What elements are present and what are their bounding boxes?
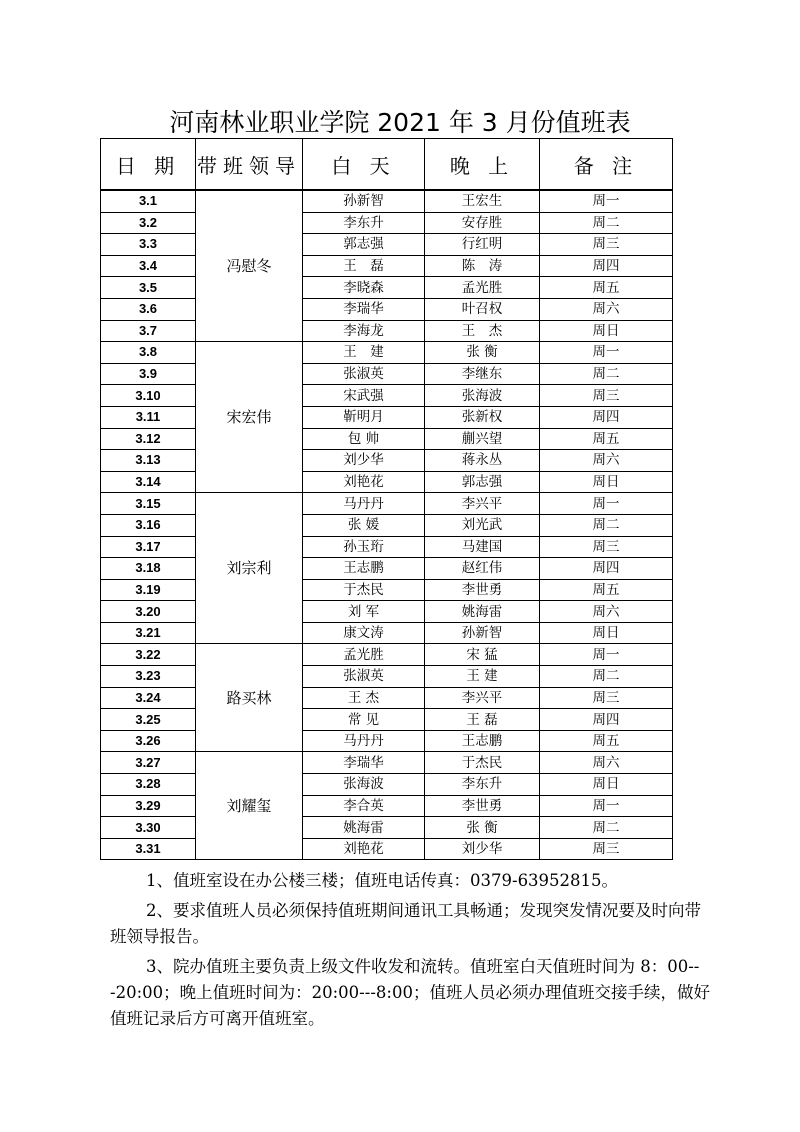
table-row [101, 795, 673, 817]
day-shift-cell: 刘艳花 [303, 471, 425, 493]
remark-cell: 周日 [540, 320, 673, 342]
table-row [101, 774, 673, 796]
day-shift-cell: 孙新智 [303, 190, 425, 212]
night-shift-cell: 孙新智 [425, 622, 540, 644]
night-shift-cell: 蒯兴望 [425, 428, 540, 450]
leader-cell: 刘宗利 [196, 493, 303, 644]
date-cell: 3.27 [101, 752, 196, 774]
remark-cell: 周三 [540, 234, 673, 256]
table-row [101, 277, 673, 299]
date-cell: 3.6 [101, 298, 196, 320]
table-row [101, 298, 673, 320]
leader-cell: 冯慰冬 [196, 190, 303, 342]
day-shift-cell: 刘 军 [303, 601, 425, 623]
remark-cell: 周一 [540, 644, 673, 666]
leader-cell: 路买林 [196, 644, 303, 752]
day-shift-cell: 王志鹏 [303, 558, 425, 580]
night-shift-cell: 张 衡 [425, 342, 540, 364]
table-row [101, 428, 673, 450]
day-shift-cell: 刘少华 [303, 450, 425, 472]
table-row [101, 342, 673, 364]
date-cell: 3.10 [101, 385, 196, 407]
table-row [101, 234, 673, 256]
header-remarks: 备 注 [540, 139, 673, 191]
night-shift-cell: 姚海雷 [425, 601, 540, 623]
table-row [101, 363, 673, 385]
night-shift-cell: 李继东 [425, 363, 540, 385]
date-cell: 3.16 [101, 514, 196, 536]
day-shift-cell: 王 建 [303, 342, 425, 364]
date-cell: 3.14 [101, 471, 196, 493]
night-shift-cell: 张新权 [425, 406, 540, 428]
date-cell: 3.24 [101, 687, 196, 709]
remark-cell: 周二 [540, 363, 673, 385]
date-cell: 3.8 [101, 342, 196, 364]
date-cell: 3.30 [101, 817, 196, 839]
table-row [101, 212, 673, 234]
remark-cell: 周一 [540, 342, 673, 364]
remark-cell: 周一 [540, 493, 673, 515]
remark-cell: 周五 [540, 277, 673, 299]
night-shift-cell: 刘光武 [425, 514, 540, 536]
remark-cell: 周三 [540, 385, 673, 407]
date-cell: 3.5 [101, 277, 196, 299]
night-shift-cell: 李兴平 [425, 493, 540, 515]
day-shift-cell: 马丹丹 [303, 493, 425, 515]
header-leader: 带班领导 [196, 139, 303, 191]
date-cell: 3.2 [101, 212, 196, 234]
day-shift-cell: 张淑英 [303, 363, 425, 385]
date-cell: 3.7 [101, 320, 196, 342]
night-shift-cell: 叶召权 [425, 298, 540, 320]
remark-cell: 周六 [540, 752, 673, 774]
remark-cell: 周四 [540, 255, 673, 277]
night-shift-cell: 刘少华 [425, 838, 540, 860]
day-shift-cell: 张淑英 [303, 666, 425, 688]
table-body [101, 190, 673, 860]
night-shift-cell: 于杰民 [425, 752, 540, 774]
day-shift-cell: 常 见 [303, 709, 425, 731]
table-row [101, 406, 673, 428]
remark-cell: 周六 [540, 601, 673, 623]
night-shift-cell: 李世勇 [425, 579, 540, 601]
date-cell: 3.11 [101, 406, 196, 428]
table-row [101, 320, 673, 342]
note-item: 1、值班室设在办公楼三楼；值班电话传真：0379-63952815。 [146, 871, 619, 890]
table-row [101, 255, 673, 277]
night-shift-cell: 王宏生 [425, 190, 540, 212]
day-shift-cell: 李晓森 [303, 277, 425, 299]
remark-cell: 周日 [540, 622, 673, 644]
date-cell: 3.1 [101, 190, 196, 212]
date-cell: 3.12 [101, 428, 196, 450]
night-shift-cell: 王 建 [425, 666, 540, 688]
remark-cell: 周一 [540, 190, 673, 212]
table-row [101, 752, 673, 774]
remark-cell: 周四 [540, 709, 673, 731]
remark-cell: 周二 [540, 514, 673, 536]
table-row [101, 493, 673, 515]
night-shift-cell: 李兴平 [425, 687, 540, 709]
day-shift-cell: 李瑞华 [303, 752, 425, 774]
remark-cell: 周日 [540, 471, 673, 493]
table-row [101, 601, 673, 623]
note-item: 2、要求值班人员必须保持值班期间通讯工具畅通；发现突发情况要及时向带班领导报告。 [110, 901, 701, 946]
date-cell: 3.25 [101, 709, 196, 731]
date-cell: 3.23 [101, 666, 196, 688]
header-date: 日 期 [101, 139, 196, 191]
remark-cell: 周二 [540, 817, 673, 839]
remark-cell: 周二 [540, 666, 673, 688]
day-shift-cell: 李合英 [303, 795, 425, 817]
table-row [101, 536, 673, 558]
night-shift-cell: 张海波 [425, 385, 540, 407]
table-row [101, 190, 673, 212]
date-cell: 3.20 [101, 601, 196, 623]
day-shift-cell: 李瑞华 [303, 298, 425, 320]
night-shift-cell: 张 衡 [425, 817, 540, 839]
night-shift-cell: 王志鹏 [425, 730, 540, 752]
night-shift-cell: 宋 猛 [425, 644, 540, 666]
date-cell: 3.9 [101, 363, 196, 385]
day-shift-cell: 孙玉珩 [303, 536, 425, 558]
remark-cell: 周一 [540, 795, 673, 817]
day-shift-cell: 姚海雷 [303, 817, 425, 839]
day-shift-cell: 郭志强 [303, 234, 425, 256]
table-row [101, 687, 673, 709]
table-header-row [101, 139, 673, 191]
date-cell: 3.21 [101, 622, 196, 644]
day-shift-cell: 刘艳花 [303, 838, 425, 860]
remark-cell: 周六 [540, 298, 673, 320]
remark-cell: 周五 [540, 428, 673, 450]
night-shift-cell: 王 杰 [425, 320, 540, 342]
day-shift-cell: 康文涛 [303, 622, 425, 644]
table-row [101, 817, 673, 839]
day-shift-cell: 张 媛 [303, 514, 425, 536]
date-cell: 3.15 [101, 493, 196, 515]
date-cell: 3.26 [101, 730, 196, 752]
table-row [101, 514, 673, 536]
remark-cell: 周六 [540, 450, 673, 472]
date-cell: 3.22 [101, 644, 196, 666]
night-shift-cell: 蒋永丛 [425, 450, 540, 472]
day-shift-cell: 宋武强 [303, 385, 425, 407]
table-row [101, 666, 673, 688]
night-shift-cell: 李世勇 [425, 795, 540, 817]
day-shift-cell: 孟光胜 [303, 644, 425, 666]
note-item: 3、院办值班主要负责上级文件收发和流转。值班室白天值班时间为 8：00---20:00；晚上值班时间为：20:00---8:00；值班人员必须办理值班交接手续，做好值班记录后方可离开值班室。 [110, 957, 710, 1028]
table-row [101, 730, 673, 752]
date-cell: 3.19 [101, 579, 196, 601]
table-row [101, 579, 673, 601]
night-shift-cell: 郭志强 [425, 471, 540, 493]
night-shift-cell: 孟光胜 [425, 277, 540, 299]
night-shift-cell: 马建国 [425, 536, 540, 558]
leader-cell: 刘耀玺 [196, 752, 303, 860]
table-row [101, 450, 673, 472]
day-shift-cell: 包 帅 [303, 428, 425, 450]
day-shift-cell: 于杰民 [303, 579, 425, 601]
day-shift-cell: 张海波 [303, 774, 425, 796]
date-cell: 3.18 [101, 558, 196, 580]
remark-cell: 周四 [540, 406, 673, 428]
table-row [101, 385, 673, 407]
night-shift-cell: 王 磊 [425, 709, 540, 731]
night-shift-cell: 李东升 [425, 774, 540, 796]
date-cell: 3.17 [101, 536, 196, 558]
remark-cell: 周五 [540, 730, 673, 752]
remark-cell: 周日 [540, 774, 673, 796]
date-cell: 3.13 [101, 450, 196, 472]
leader-cell: 宋宏伟 [196, 342, 303, 493]
notes [110, 868, 710, 1036]
day-shift-cell: 李海龙 [303, 320, 425, 342]
remark-cell: 周三 [540, 838, 673, 860]
remark-cell: 周二 [540, 212, 673, 234]
date-cell: 3.28 [101, 774, 196, 796]
header-day-shift: 白 天 [303, 139, 425, 191]
table-row [101, 622, 673, 644]
day-shift-cell: 王 磊 [303, 255, 425, 277]
day-shift-cell: 王 杰 [303, 687, 425, 709]
night-shift-cell: 行红明 [425, 234, 540, 256]
night-shift-cell: 赵红伟 [425, 558, 540, 580]
day-shift-cell: 靳明月 [303, 406, 425, 428]
date-cell: 3.3 [101, 234, 196, 256]
day-shift-cell: 李东升 [303, 212, 425, 234]
page-title: 河南林业职业学院 2021 年 3 月份值班表 [169, 108, 631, 137]
table-row [101, 471, 673, 493]
remark-cell: 周三 [540, 536, 673, 558]
table-row [101, 838, 673, 860]
remark-cell: 周五 [540, 579, 673, 601]
remark-cell: 周三 [540, 687, 673, 709]
night-shift-cell: 陈 涛 [425, 255, 540, 277]
date-cell: 3.29 [101, 795, 196, 817]
table-row [101, 644, 673, 666]
date-cell: 3.4 [101, 255, 196, 277]
remark-cell: 周四 [540, 558, 673, 580]
date-cell: 3.31 [101, 838, 196, 860]
day-shift-cell: 马丹丹 [303, 730, 425, 752]
table-row [101, 709, 673, 731]
header-night-shift: 晚 上 [425, 139, 540, 191]
table-row [101, 558, 673, 580]
duty-table [100, 138, 673, 860]
night-shift-cell: 安存胜 [425, 212, 540, 234]
